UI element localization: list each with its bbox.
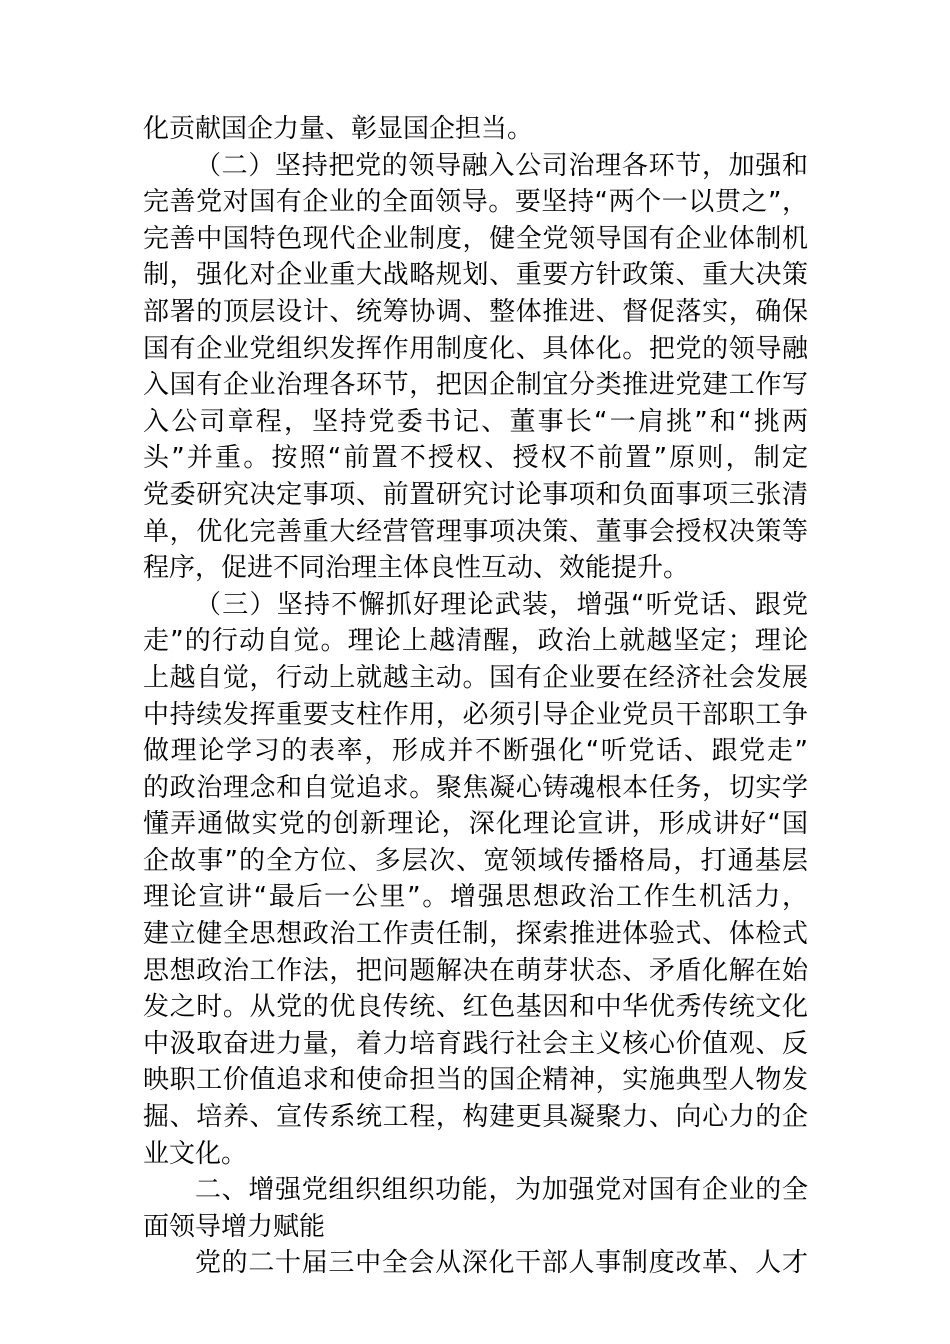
- text-line: 懂弄通做实党的创新理论，深化理论宣讲，形成讲好“国: [143, 809, 808, 840]
- text-line: （三）坚持不懈抓好理论武装，增强“听党话、跟党: [195, 589, 808, 620]
- text-line: 发之时。从党的优良传统、红色基因和中华优秀传统文化: [143, 992, 808, 1023]
- text-line: 中汲取奋进力量，着力培育践行社会主义核心价值观、反: [143, 1028, 808, 1059]
- text-line: 头”并重。按照“前置不授权、授权不前置”原则，制定: [143, 443, 808, 474]
- text-line: 走”的行动自觉。理论上越清醒，政治上就越坚定；理论: [143, 626, 808, 657]
- text-line: 制，强化对企业重大战略规划、重要方针政策、重大决策: [143, 260, 808, 291]
- text-line: 入公司章程，坚持党委书记、董事长“一肩挑”和“挑两: [143, 406, 808, 437]
- text-line: 部署的顶层设计、统筹协调、整体推进、督促落实，确保: [143, 296, 808, 327]
- text-line: 党委研究决定事项、前置研究讨论事项和负面事项三张清: [143, 479, 808, 510]
- text-line: 完善中国特色现代企业制度，健全党领导国有企业体制机: [143, 223, 808, 254]
- text-line: 中持续发挥重要支柱作用，必须引导企业党员干部职工争: [143, 699, 808, 730]
- text-line: 单，优化完善重大经营管理事项决策、董事会授权决策等: [143, 516, 808, 547]
- text-line: 二、增强党组织组织功能，为加强党对国有企业的全: [195, 1175, 808, 1206]
- document-page: [143, 111, 808, 1282]
- text-line: 党的二十届三中全会从深化干部人事制度改革、人才: [195, 1248, 808, 1279]
- text-line: （二）坚持把党的领导融入公司治理各环节，加强和: [195, 150, 808, 181]
- text-line: 上越自觉，行动上就越主动。国有企业要在经济社会发展: [143, 662, 808, 693]
- text-line: 映职工价值追求和使命担当的国企精神，实施典型人物发: [143, 1065, 808, 1096]
- text-line: 入国有企业治理各环节，把因企制宜分类推进党建工作写: [143, 370, 808, 401]
- text-line: 思想政治工作法，把问题解决在萌芽状态、矛盾化解在始: [143, 955, 808, 986]
- text-line: 企故事”的全方位、多层次、宽领域传播格局，打通基层: [143, 845, 808, 876]
- text-line: 做理论学习的表率，形成并不断强化“听党话、跟党走”: [143, 736, 808, 767]
- text-line: 化贡献国企力量、彰显国企担当。: [143, 114, 534, 144]
- text-line: 理论宣讲“最后一公里”。增强思想政治工作生机活力，: [143, 882, 808, 913]
- text-line: 的政治理念和自觉追求。聚焦凝心铸魂根本任务，切实学: [143, 772, 808, 803]
- text-line: 程序，促进不同治理主体良性互动、效能提升。: [143, 553, 690, 584]
- text-line: 完善党对国有企业的全面领导。要坚持“两个一以贯之”，: [143, 187, 808, 218]
- text-line: 掘、培养、宣传系统工程，构建更具凝聚力、向心力的企: [143, 1102, 808, 1133]
- text-line: 国有企业党组织发挥作用制度化、具体化。把党的领导融: [143, 333, 808, 364]
- text-line: 面领导增力赋能: [143, 1211, 326, 1242]
- text-line: 建立健全思想政治工作责任制，探索推进体验式、体检式: [143, 919, 808, 950]
- text-line: 业文化。: [143, 1138, 248, 1169]
